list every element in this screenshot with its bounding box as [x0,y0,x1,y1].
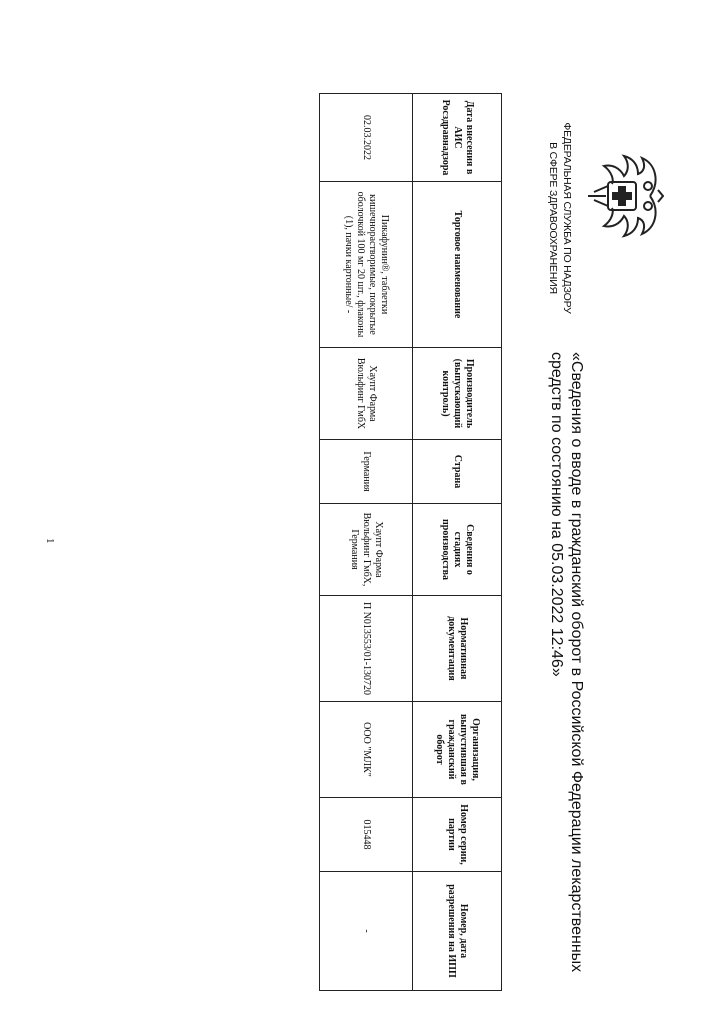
page-number: 1 [44,538,56,544]
header-permit: Номер, дата разрешения на ИПП [413,872,502,991]
table-header-row [413,94,502,991]
header-regulatory-docs: Нормативная документация [413,596,502,702]
header-releasing-organization: Организация, выпустившая в гражданский оборот [413,702,502,798]
agency-name-line1: ФЕДЕРАЛЬНАЯ СЛУЖБА ПО НАДЗОРУ [561,122,573,314]
header-manufacturer: Производитель (выпускающий контроль) [413,348,502,440]
cell-date: 02.03.2022 [320,94,413,182]
cell-country: Германия [320,440,413,504]
cell-batch-number: 015448 [320,798,413,872]
cell-production-stages: Хаупт Фарма Вюльфинг ГмбХ, Германия [320,504,413,596]
agency-name [546,118,574,318]
cell-manufacturer: Хаупт Фарма Вюльфинг ГмбХ [320,348,413,440]
header-production-stages: Сведения о стадиях производства [413,504,502,596]
registry-table [319,93,502,991]
table-row [320,94,413,991]
document-title: «Сведения о вводе в гражданский оборот в Российской Федерации лекарственных средств по состоянию на 05.03.2022 12:46» [548,352,585,973]
cell-trade-name: Пикафунин®, таблетки кишечнорастворимые, покрытые оболочкой 100 мг 20 шт., флаконы (1), пачки картонные/ - [320,182,413,348]
cell-regulatory-docs: П N013553/01-130720 [320,596,413,702]
header-date: Дата внесения в АИС Росздравнадзора [413,94,502,182]
cell-permit: - [320,872,413,991]
header-batch-number: Номер серии, партии [413,798,502,872]
cell-releasing-organization: ООО "МЛК" [320,702,413,798]
header-trade-name: Торговое наименование [413,182,502,348]
header-country: Страна [413,440,502,504]
agency-name-line2: В СФЕРЕ ЗДРАВООХРАНЕНИЯ [547,142,559,294]
double-headed-eagle-emblem-icon [582,152,664,240]
